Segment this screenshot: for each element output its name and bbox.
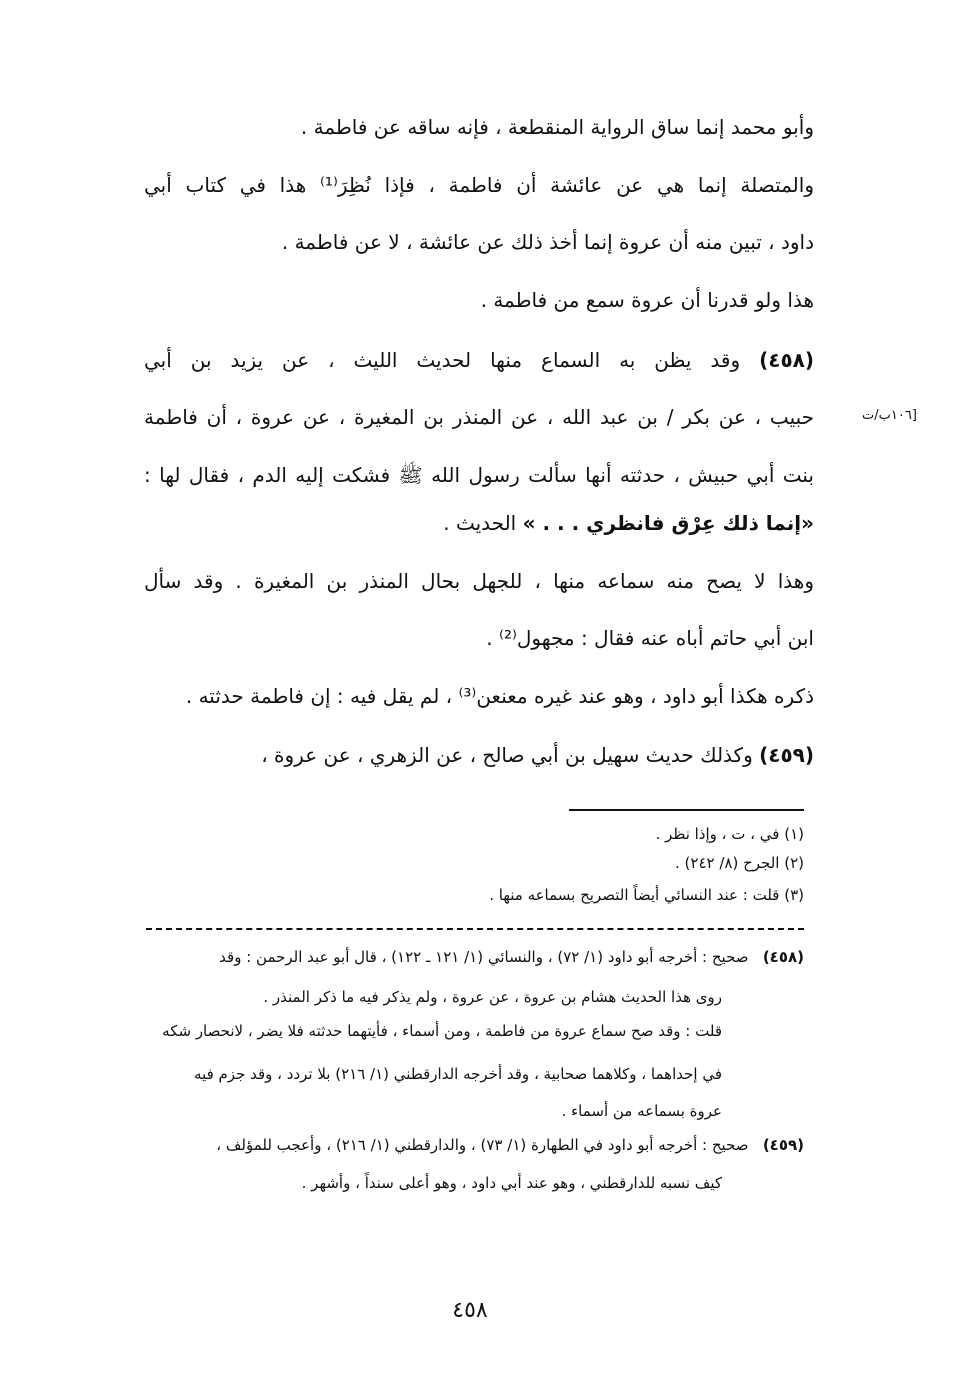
body-line-7: بنت أبي حبيش ، حدثته أنها سألت رسول الله ﷺ فشكت إليه الدم ، فقال لها : [144,463,814,487]
hadith-number-458: (٤٥٨) [759,348,814,372]
body-line-6: حبيب ، عن بكر / بن عبد الله ، عن المنذر بن المغيرة ، عن عروة ، أن فاطمة [144,405,814,429]
body-line-5: وقد يظن به السماع منها لحديث الليث ، عن يزيد بن أبي [144,348,741,372]
body-line-3: داود ، تبين منه أن عروة إنما أخذ ذلك عن عائشة ، لا عن فاطمة . [281,230,814,254]
body-line-10: ابن أبي حاتم أباه عنه فقال : مجهول⁽²⁾ . [486,626,814,650]
footnote-1: (١) في ، ت ، وإذا نظر . [655,825,804,843]
commentary-458-line-5: عروة بسماعه من أسماء . [561,1102,722,1120]
margin-folio-note: [١٠٦ب/ت [862,408,917,423]
commentary-number-459: (٤٥٩) [762,1136,804,1154]
footnote-separator [569,809,804,811]
commentary-458-line-2: روى هذا الحديث هشام بن عروة ، عن عروة ، ولم يذكر فيه ما ذكر المنذر . [263,988,722,1006]
commentary-separator [146,928,804,930]
body-line-8: الحديث . [443,511,517,535]
body-line-9: وهذا لا يصح منه سماعه منها ، للجهل بحال المنذر بن المغيرة . وقد سأل [144,569,814,593]
body-line-4: هذا ولو قدرنا أن عروة سمع من فاطمة . [480,288,814,312]
commentary-458-line-3: قلت : وقد صح سماع عروة من فاطمة ، ومن أسماء ، فأيتهما حدثته فلا يضر ، لانحصار شكه [162,1022,722,1040]
hadith-number-459: (٤٥٩) [759,743,814,767]
commentary-458-first [149,946,804,968]
commentary-459-first [149,1134,804,1156]
body-line-1: وأبو محمد إنما ساق الرواية المنقطعة ، فإنه ساقه عن فاطمة . [300,115,814,139]
page-number: ٤٥٨ [452,1298,488,1323]
commentary-number-458: (٤٥٨) [762,948,804,966]
commentary-458-line-1: صحيح : أخرجه أبو داود (١/ ٧٢) ، والنسائي (١/ ١٢١ ـ ١٢٢) ، قال أبو عبد الرحمن : وقد [219,948,749,966]
commentary-459-line-1: صحيح : أخرجه أبو داود في الطهارة (١/ ٧٣) ، والدارقطني (١/ ٢١٦) ، وأعجب للمؤلف ، [216,1136,749,1154]
hadith-459-line [144,740,814,770]
body-line-12: وكذلك حديث سهيل بن أبي صالح ، عن الزهري ، عن عروة ، [261,743,753,767]
prophetic-quote: «إنما ذلك عِرْق فانظري . . . » [522,511,814,535]
footnote-3: (٣) قلت : عند النسائي أيضاً التصريح بسماعه منها . [489,886,804,904]
quote-line [144,508,814,538]
commentary-458-line-4: في إحداهما ، وكلاهما صحابية ، وقد أخرجه الدارقطني (١/ ٢١٦) بلا تردد ، وقد جزم فيه [194,1065,722,1083]
body-line-2: والمتصلة إنما هي عن عائشة أن فاطمة ، فإذا نُظِرَ⁽¹⁾ هذا في كتاب أبي [144,173,814,197]
footnote-2: (٢) الجرح (٨/ ٢٤٢) . [675,854,804,872]
body-line-11: ذكره هكذا أبو داود ، وهو عند غيره معنعن⁽³⁾ ، لم يقل فيه : إن فاطمة حدثته . [185,684,814,708]
hadith-458-line [144,345,814,375]
commentary-459-line-2: كيف نسبه للدارقطني ، وهو عند أبي داود ، وهو أعلى سنداً ، وأشهر . [301,1174,722,1192]
